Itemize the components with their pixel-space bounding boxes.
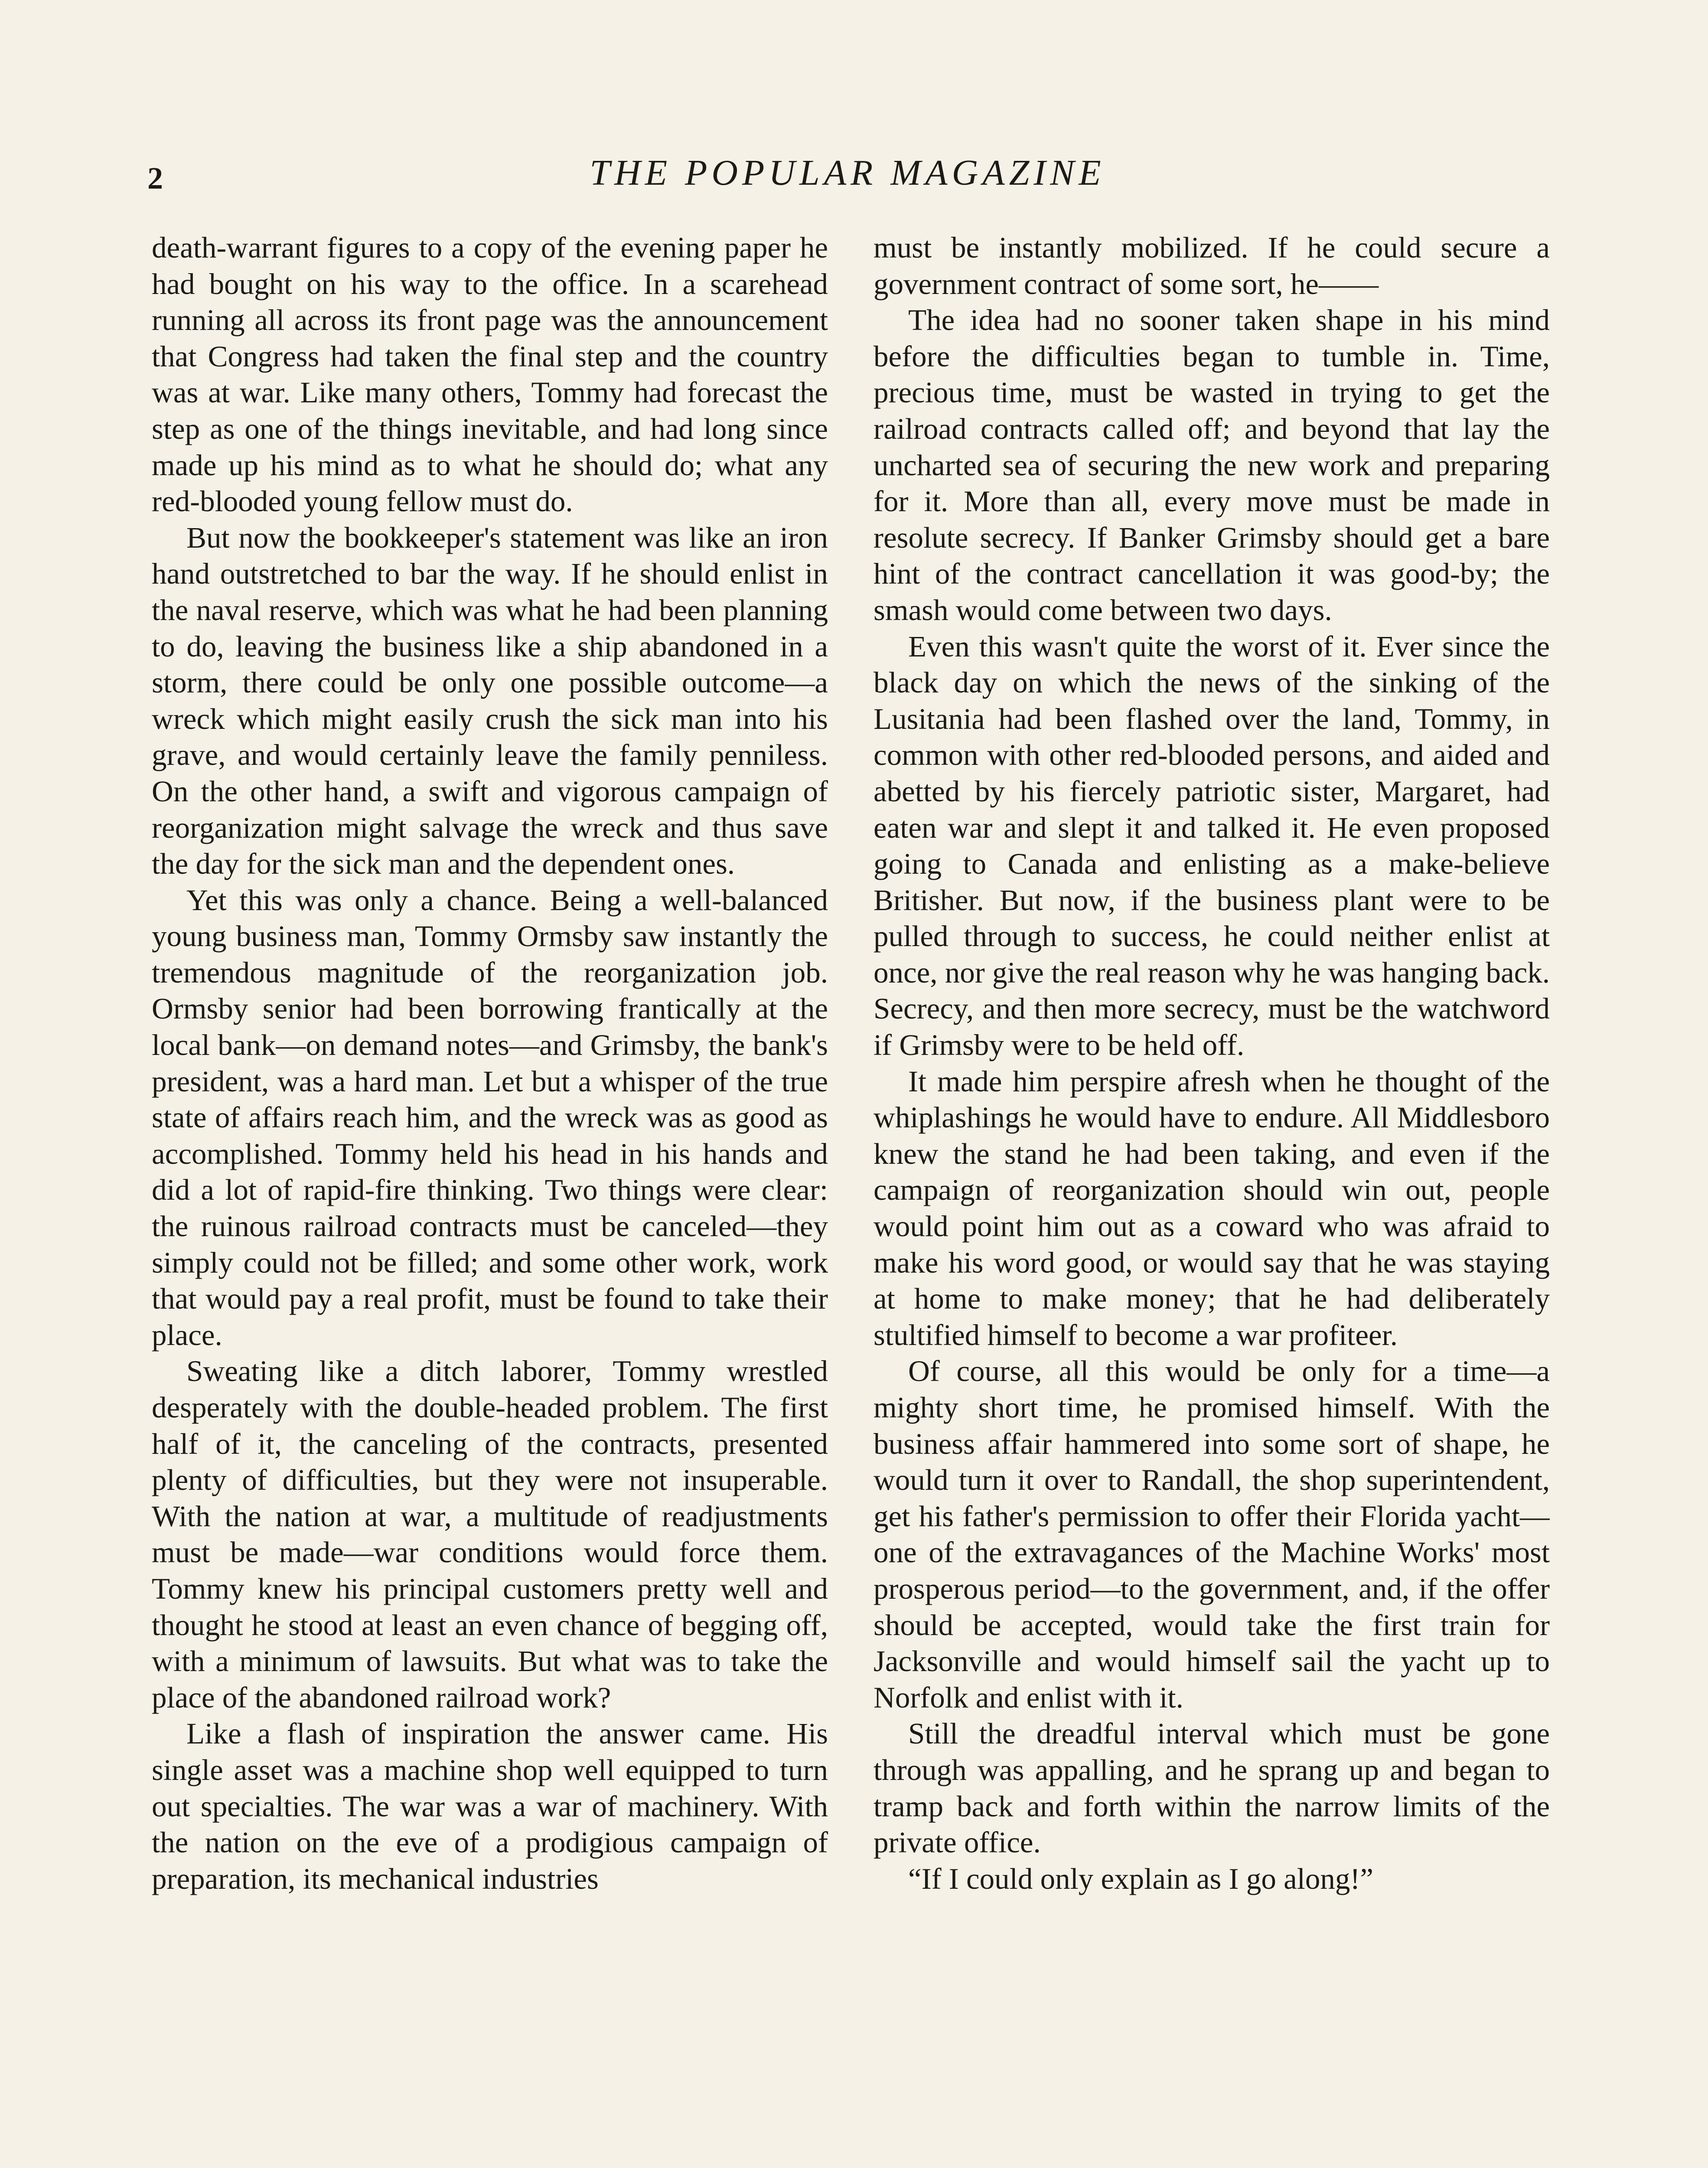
paragraph: Still the dreadful interval which must be gone through was appalling, and he sprang up and began to tramp back and forth within the narrow limits of the private office. (874, 1717, 1550, 1859)
paragraph: It made him perspire afresh when he thought of the whiplashings he would have to endure. All Middlesboro knew the stand he had been taking, and even if the campaign of reorganization should win out, people would point him out as a coward who was afraid to make his word good, or would say that he was staying at home to make money; that he had deliberately stultified himself to become a war profiteer. (874, 1064, 1550, 1352)
left-column (152, 230, 828, 2168)
paragraph: Yet this was only a chance. Being a well-balanced young business man, Tommy Ormsby saw instantly the tremendous magnitude of the reorganization job. Ormsby senior had been borrowing frantically at the local bank—on demand notes—and Grimsby, the bank's president, was a hard man. Let but a whisper of the true state of affairs reach him, and the wreck was as good as accomplished. Tommy held his head in his hands and did a lot of rapid-fire thinking. Two things were clear: the ruinous railroad contracts must be canceled—they simply could not be filled; and some other work, work that would pay a real profit, must be found to take their place. (152, 883, 828, 1352)
paragraph: Sweating like a ditch laborer, Tommy wrestled desperately with the double-headed problem. The first half of it, the canceling of the contracts, presented plenty of difficulties, but they were not insuperable. With the nation at war, a multitude of readjustments must be made—war conditions would force them. Tommy knew his principal customers pretty well and thought he stood at least an even chance of begging off, with a minimum of lawsuits. But what was to take the place of the abandoned railroad work? (152, 1355, 828, 1714)
page-header (147, 152, 1548, 204)
paragraph: Even this wasn't quite the worst of it. Ever since the black day on which the news of the sinking of the Lusitania had been flashed over the land, Tommy, in common with other red-blooded persons, and aided and abetted by his fiercely patriotic sister, Margaret, had eaten war and slept it and talked it. He even proposed going to Canada and enlisting as a make-believe Britisher. But now, if the business plant were to be pulled through to success, he could neither enlist at once, nor give the real reason why he was hanging back. Secrecy, and then more secrecy, must be the watchword if Grimsby were to be held off. (874, 630, 1550, 1062)
paragraph: death-warrant figures to a copy of the evening paper he had bought on his way to the office. In a scarehead running all across its front page was the announcement that Congress had taken the final step and the country was at war. Like many others, Tommy had forecast the step as one of the things inevitable, and had long since made up his mind as to what he should do; what any red-blooded young fellow must do. (152, 231, 828, 518)
paragraph: Of course, all this would be only for a time—a mighty short time, he promised himself. With the business affair hammered into some sort of shape, he would turn it over to Randall, the shop superintendent, get his father's permission to offer their Florida yacht—one of the extravagances of the Machine Works' most prosperous period—to the government, and, if the offer should be accepted, would take the first train for Jacksonville and would himself sail the yacht up to Norfolk and enlist with it. (874, 1355, 1550, 1714)
paragraph: must be instantly mobilized. If he could secure a government contract of some sort, he—— (874, 231, 1550, 300)
paragraph: Like a flash of inspiration the answer came. His single asset was a machine shop well equipped to turn out specialties. The war was a war of machinery. With the nation on the eve of a prodigious campaign of preparation, its mechanical industries (152, 1717, 828, 1895)
running-title: THE POPULAR MAGAZINE (590, 153, 1105, 193)
page-number: 2 (147, 161, 163, 196)
paragraph: “If I could only explain as I go along!” (908, 1862, 1373, 1895)
paragraph: The idea had no sooner taken shape in his mind before the difficulties began to tumble in. Time, precious time, must be wasted in trying to get the railroad contracts called off; and beyond that lay the uncharted sea of securing the new work and preparing for it. More than all, every move must be made in resolute secrecy. If Banker Grimsby should get a bare hint of the contract cancellation it was good-by; the smash would come between two days. (874, 304, 1550, 627)
right-column (874, 230, 1550, 2168)
paragraph: But now the bookkeeper's statement was like an iron hand outstretched to bar the way. If he should enlist in the naval reserve, which was what he had been planning to do, leaving the business like a ship abandoned in a storm, there could be only one possible outcome—a wreck which might easily crush the sick man into his grave, and would certainly leave the family penniless. On the other hand, a swift and vigorous campaign of reorganization might salvage the wreck and thus save the day for the sick man and the dependent ones. (152, 521, 828, 881)
